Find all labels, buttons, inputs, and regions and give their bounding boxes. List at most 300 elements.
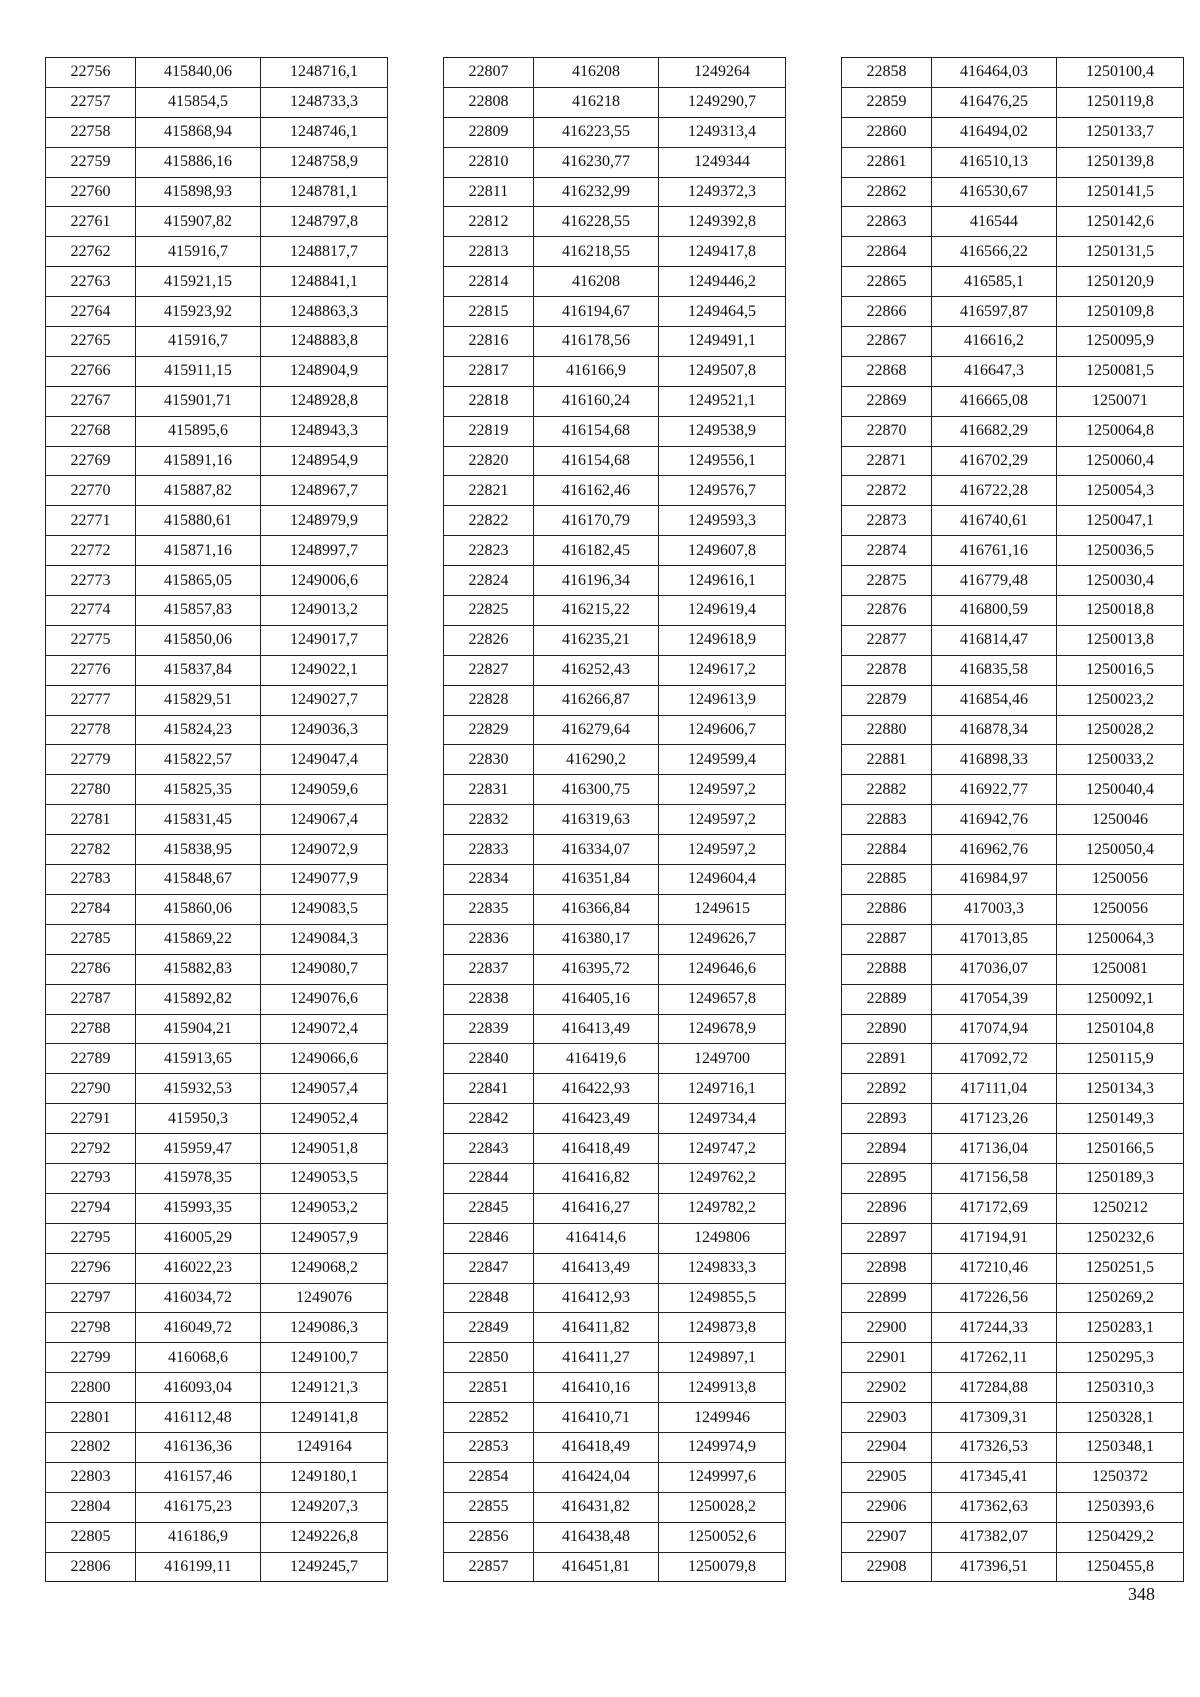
- x-coordinate-cell: 416566,22: [932, 237, 1057, 267]
- table-row: [46, 625, 388, 655]
- x-coordinate-cell: 415871,16: [136, 536, 261, 566]
- table-row: [46, 954, 388, 984]
- x-coordinate-cell: 416162,46: [534, 476, 659, 506]
- x-coordinate-cell: 416585,1: [932, 267, 1057, 297]
- x-coordinate-cell: 416366,84: [534, 894, 659, 924]
- point-number-cell: 22872: [842, 476, 932, 506]
- x-coordinate-cell: 416424,04: [534, 1462, 659, 1492]
- x-coordinate-cell: 416416,27: [534, 1193, 659, 1223]
- y-coordinate-cell: 1249086,3: [261, 1313, 388, 1343]
- point-number-cell: 22828: [444, 685, 534, 715]
- y-coordinate-cell: 1249100,7: [261, 1343, 388, 1373]
- table-row: [46, 1134, 388, 1164]
- table-row: [46, 117, 388, 147]
- y-coordinate-cell: 1248943,3: [261, 416, 388, 446]
- x-coordinate-cell: 416208: [534, 267, 659, 297]
- point-number-cell: 22802: [46, 1432, 136, 1462]
- y-coordinate-cell: 1250251,5: [1057, 1253, 1184, 1283]
- point-number-cell: 22878: [842, 655, 932, 685]
- y-coordinate-cell: 1249593,3: [659, 506, 786, 536]
- point-number-cell: 22813: [444, 237, 534, 267]
- y-coordinate-cell: 1249613,9: [659, 685, 786, 715]
- y-coordinate-cell: 1250036,5: [1057, 536, 1184, 566]
- y-coordinate-cell: 1250046: [1057, 805, 1184, 835]
- x-coordinate-cell: 416170,79: [534, 506, 659, 536]
- x-coordinate-cell: 417054,39: [932, 984, 1057, 1014]
- y-coordinate-cell: 1249264: [659, 58, 786, 88]
- x-coordinate-cell: 416411,27: [534, 1343, 659, 1373]
- table-row: [46, 1552, 388, 1582]
- table-row: [842, 685, 1184, 715]
- y-coordinate-cell: 1249619,4: [659, 596, 786, 626]
- table-row: [46, 835, 388, 865]
- table-row: [842, 655, 1184, 685]
- point-number-cell: 22825: [444, 596, 534, 626]
- point-number-cell: 22883: [842, 805, 932, 835]
- y-coordinate-cell: 1248979,9: [261, 506, 388, 536]
- table-row: [46, 356, 388, 386]
- y-coordinate-cell: 1249013,2: [261, 596, 388, 626]
- x-coordinate-cell: 416252,43: [534, 655, 659, 685]
- x-coordinate-cell: 415907,82: [136, 207, 261, 237]
- y-coordinate-cell: 1250295,3: [1057, 1343, 1184, 1373]
- x-coordinate-cell: 415887,82: [136, 476, 261, 506]
- y-coordinate-cell: 1249897,1: [659, 1343, 786, 1373]
- table-row: [46, 596, 388, 626]
- table-row: [444, 297, 786, 327]
- x-coordinate-cell: 417382,07: [932, 1522, 1057, 1552]
- table-row: [842, 1134, 1184, 1164]
- x-coordinate-cell: 417396,51: [932, 1552, 1057, 1582]
- x-coordinate-cell: 416160,24: [534, 386, 659, 416]
- y-coordinate-cell: 1249556,1: [659, 446, 786, 476]
- table-row: [46, 1522, 388, 1552]
- y-coordinate-cell: 1249521,1: [659, 386, 786, 416]
- point-number-cell: 22837: [444, 954, 534, 984]
- y-coordinate-cell: 1249053,5: [261, 1163, 388, 1193]
- y-coordinate-cell: 1249464,5: [659, 297, 786, 327]
- x-coordinate-cell: 415824,23: [136, 715, 261, 745]
- table-row: [842, 1522, 1184, 1552]
- y-coordinate-cell: 1248758,9: [261, 147, 388, 177]
- x-coordinate-cell: 416410,16: [534, 1373, 659, 1403]
- x-coordinate-cell: 415837,84: [136, 655, 261, 685]
- table-row: [444, 984, 786, 1014]
- point-number-cell: 22763: [46, 267, 136, 297]
- x-coordinate-cell: 415831,45: [136, 805, 261, 835]
- x-coordinate-cell: 415895,6: [136, 416, 261, 446]
- y-coordinate-cell: 1249597,2: [659, 775, 786, 805]
- table-row: [444, 1193, 786, 1223]
- table-row: [46, 865, 388, 895]
- point-number-cell: 22770: [46, 476, 136, 506]
- y-coordinate-cell: 1250028,2: [659, 1492, 786, 1522]
- table-row: [842, 984, 1184, 1014]
- table-row: [46, 207, 388, 237]
- point-number-cell: 22809: [444, 117, 534, 147]
- table-row: [46, 446, 388, 476]
- y-coordinate-cell: 1249027,7: [261, 685, 388, 715]
- point-number-cell: 22782: [46, 835, 136, 865]
- table-row: [444, 1522, 786, 1552]
- point-number-cell: 22814: [444, 267, 534, 297]
- table-row: [842, 775, 1184, 805]
- x-coordinate-cell: 415850,06: [136, 625, 261, 655]
- table-row: [444, 1432, 786, 1462]
- y-coordinate-cell: 1250429,2: [1057, 1522, 1184, 1552]
- x-coordinate-cell: 416300,75: [534, 775, 659, 805]
- point-number-cell: 22908: [842, 1552, 932, 1582]
- table-row: [842, 446, 1184, 476]
- y-coordinate-cell: 1249615: [659, 894, 786, 924]
- table-row: [444, 117, 786, 147]
- table-row: [46, 267, 388, 297]
- y-coordinate-cell: 1249053,2: [261, 1193, 388, 1223]
- x-coordinate-cell: 416878,34: [932, 715, 1057, 745]
- x-coordinate-cell: 415882,83: [136, 954, 261, 984]
- table-row: [46, 327, 388, 357]
- table-row: [46, 1283, 388, 1313]
- table-row: [444, 1104, 786, 1134]
- point-number-cell: 22876: [842, 596, 932, 626]
- x-coordinate-cell: 416178,56: [534, 327, 659, 357]
- x-coordinate-cell: 416761,16: [932, 536, 1057, 566]
- y-coordinate-cell: 1249072,4: [261, 1014, 388, 1044]
- y-coordinate-cell: 1249646,6: [659, 954, 786, 984]
- point-number-cell: 22801: [46, 1403, 136, 1433]
- table-row: [444, 58, 786, 88]
- x-coordinate-cell: 415901,71: [136, 386, 261, 416]
- point-number-cell: 22792: [46, 1134, 136, 1164]
- point-number-cell: 22793: [46, 1163, 136, 1193]
- point-number-cell: 22789: [46, 1044, 136, 1074]
- table-row: [842, 835, 1184, 865]
- table-row: [46, 1163, 388, 1193]
- y-coordinate-cell: 1248841,1: [261, 267, 388, 297]
- table-row: [444, 1223, 786, 1253]
- point-number-cell: 22832: [444, 805, 534, 835]
- y-coordinate-cell: 1249344: [659, 147, 786, 177]
- y-coordinate-cell: 1249076: [261, 1283, 388, 1313]
- table-row: [46, 894, 388, 924]
- y-coordinate-cell: 1250052,6: [659, 1522, 786, 1552]
- x-coordinate-cell: 415921,15: [136, 267, 261, 297]
- point-number-cell: 22760: [46, 177, 136, 207]
- table-row: [444, 1462, 786, 1492]
- table-row: [444, 1074, 786, 1104]
- x-coordinate-cell: 416814,47: [932, 625, 1057, 655]
- y-coordinate-cell: 1250134,3: [1057, 1074, 1184, 1104]
- y-coordinate-cell: 1250139,8: [1057, 147, 1184, 177]
- y-coordinate-cell: 1250100,4: [1057, 58, 1184, 88]
- x-coordinate-cell: 417309,31: [932, 1403, 1057, 1433]
- y-coordinate-cell: 1249059,6: [261, 775, 388, 805]
- point-number-cell: 22875: [842, 566, 932, 596]
- x-coordinate-cell: 415932,53: [136, 1074, 261, 1104]
- table-row: [842, 924, 1184, 954]
- point-number-cell: 22865: [842, 267, 932, 297]
- x-coordinate-cell: 417156,58: [932, 1163, 1057, 1193]
- table-row: [842, 805, 1184, 835]
- point-number-cell: 22757: [46, 87, 136, 117]
- x-coordinate-cell: 416136,36: [136, 1432, 261, 1462]
- x-coordinate-cell: 417326,53: [932, 1432, 1057, 1462]
- x-coordinate-cell: 416898,33: [932, 745, 1057, 775]
- x-coordinate-cell: 415916,7: [136, 237, 261, 267]
- table-row: [46, 237, 388, 267]
- point-number-cell: 22779: [46, 745, 136, 775]
- x-coordinate-cell: 416175,23: [136, 1492, 261, 1522]
- x-coordinate-cell: 416235,21: [534, 625, 659, 655]
- page-number: 348: [1128, 1584, 1155, 1604]
- x-coordinate-cell: 415829,51: [136, 685, 261, 715]
- table-row: [444, 1253, 786, 1283]
- table-row: [46, 1014, 388, 1044]
- y-coordinate-cell: 1248733,3: [261, 87, 388, 117]
- x-coordinate-cell: 416418,49: [534, 1432, 659, 1462]
- x-coordinate-cell: 415848,67: [136, 865, 261, 895]
- table-row: [444, 924, 786, 954]
- y-coordinate-cell: 1250212: [1057, 1193, 1184, 1223]
- table-row: [842, 147, 1184, 177]
- x-coordinate-cell: 415865,05: [136, 566, 261, 596]
- point-number-cell: 22786: [46, 954, 136, 984]
- point-number-cell: 22797: [46, 1283, 136, 1313]
- y-coordinate-cell: 1248954,9: [261, 446, 388, 476]
- x-coordinate-cell: 416413,49: [534, 1014, 659, 1044]
- x-coordinate-cell: 416266,87: [534, 685, 659, 715]
- table-row: [842, 506, 1184, 536]
- point-number-cell: 22767: [46, 386, 136, 416]
- point-number-cell: 22784: [46, 894, 136, 924]
- y-coordinate-cell: 1250189,3: [1057, 1163, 1184, 1193]
- y-coordinate-cell: 1250056: [1057, 894, 1184, 924]
- point-number-cell: 22835: [444, 894, 534, 924]
- table-row: [46, 1193, 388, 1223]
- table-row: [46, 147, 388, 177]
- y-coordinate-cell: 1249762,2: [659, 1163, 786, 1193]
- table-row: [842, 297, 1184, 327]
- x-coordinate-cell: 417013,85: [932, 924, 1057, 954]
- point-number-cell: 22880: [842, 715, 932, 745]
- y-coordinate-cell: 1250018,8: [1057, 596, 1184, 626]
- x-coordinate-cell: 417092,72: [932, 1044, 1057, 1074]
- y-coordinate-cell: 1248928,8: [261, 386, 388, 416]
- table-row: [46, 1313, 388, 1343]
- point-number-cell: 22830: [444, 745, 534, 775]
- y-coordinate-cell: 1250079,8: [659, 1552, 786, 1582]
- point-number-cell: 22858: [842, 58, 932, 88]
- point-number-cell: 22863: [842, 207, 932, 237]
- table-row: [842, 1403, 1184, 1433]
- table-row: [842, 865, 1184, 895]
- y-coordinate-cell: 1249372,3: [659, 177, 786, 207]
- y-coordinate-cell: 1250023,2: [1057, 685, 1184, 715]
- point-number-cell: 22805: [46, 1522, 136, 1552]
- table-row: [46, 58, 388, 88]
- x-coordinate-cell: 416544: [932, 207, 1057, 237]
- y-coordinate-cell: 1249734,4: [659, 1104, 786, 1134]
- point-number-cell: 22785: [46, 924, 136, 954]
- point-number-cell: 22768: [46, 416, 136, 446]
- table-row: [46, 685, 388, 715]
- table-row: [444, 1163, 786, 1193]
- y-coordinate-cell: 1249747,2: [659, 1134, 786, 1164]
- point-number-cell: 22885: [842, 865, 932, 895]
- x-coordinate-cell: 415923,92: [136, 297, 261, 327]
- y-coordinate-cell: 1250081: [1057, 954, 1184, 984]
- point-number-cell: 22821: [444, 476, 534, 506]
- table-row: [46, 1104, 388, 1134]
- x-coordinate-cell: 417123,26: [932, 1104, 1057, 1134]
- y-coordinate-cell: 1249076,6: [261, 984, 388, 1014]
- point-number-cell: 22900: [842, 1313, 932, 1343]
- table-row: [444, 476, 786, 506]
- y-coordinate-cell: 1250028,2: [1057, 715, 1184, 745]
- y-coordinate-cell: 1250033,2: [1057, 745, 1184, 775]
- table-row: [46, 416, 388, 446]
- table-row: [46, 1403, 388, 1433]
- y-coordinate-cell: 1250013,8: [1057, 625, 1184, 655]
- table-row: [46, 1253, 388, 1283]
- table-row: [842, 1193, 1184, 1223]
- table-row: [444, 536, 786, 566]
- y-coordinate-cell: 1249226,8: [261, 1522, 388, 1552]
- y-coordinate-cell: 1250081,5: [1057, 356, 1184, 386]
- y-coordinate-cell: 1250133,7: [1057, 117, 1184, 147]
- x-coordinate-cell: 416647,3: [932, 356, 1057, 386]
- point-number-cell: 22840: [444, 1044, 534, 1074]
- x-coordinate-cell: 416405,16: [534, 984, 659, 1014]
- x-coordinate-cell: 416279,64: [534, 715, 659, 745]
- x-coordinate-cell: 416068,6: [136, 1343, 261, 1373]
- y-coordinate-cell: 1250131,5: [1057, 237, 1184, 267]
- table-row: [46, 1492, 388, 1522]
- table-row: [46, 715, 388, 745]
- point-number-cell: 22774: [46, 596, 136, 626]
- point-number-cell: 22874: [842, 536, 932, 566]
- y-coordinate-cell: 1249538,9: [659, 416, 786, 446]
- y-coordinate-cell: 1249974,9: [659, 1432, 786, 1462]
- x-coordinate-cell: 416380,17: [534, 924, 659, 954]
- x-coordinate-cell: 415886,16: [136, 147, 261, 177]
- x-coordinate-cell: 415916,7: [136, 327, 261, 357]
- y-coordinate-cell: 1249507,8: [659, 356, 786, 386]
- x-coordinate-cell: 416835,58: [932, 655, 1057, 685]
- x-coordinate-cell: 416984,97: [932, 865, 1057, 895]
- x-coordinate-cell: 416682,29: [932, 416, 1057, 446]
- y-coordinate-cell: 1250455,8: [1057, 1552, 1184, 1582]
- point-number-cell: 22800: [46, 1373, 136, 1403]
- point-number-cell: 22879: [842, 685, 932, 715]
- y-coordinate-cell: 1250054,3: [1057, 476, 1184, 506]
- y-coordinate-cell: 1250064,3: [1057, 924, 1184, 954]
- point-number-cell: 22857: [444, 1552, 534, 1582]
- table-row: [444, 715, 786, 745]
- table-row: [444, 1134, 786, 1164]
- x-coordinate-cell: 416199,11: [136, 1552, 261, 1582]
- table-row: [842, 566, 1184, 596]
- x-coordinate-cell: 416597,87: [932, 297, 1057, 327]
- coordinate-table-right: [841, 57, 1184, 1582]
- x-coordinate-cell: 416431,82: [534, 1492, 659, 1522]
- table-row: [444, 1403, 786, 1433]
- y-coordinate-cell: 1249678,9: [659, 1014, 786, 1044]
- y-coordinate-cell: 1250393,6: [1057, 1492, 1184, 1522]
- y-coordinate-cell: 1249052,4: [261, 1104, 388, 1134]
- table-row: [842, 327, 1184, 357]
- x-coordinate-cell: 417172,69: [932, 1193, 1057, 1223]
- table-row: [46, 297, 388, 327]
- point-number-cell: 22780: [46, 775, 136, 805]
- table-row: [46, 386, 388, 416]
- y-coordinate-cell: 1249121,3: [261, 1373, 388, 1403]
- coordinate-table-left: [45, 57, 388, 1582]
- table-row: [842, 87, 1184, 117]
- y-coordinate-cell: 1249597,2: [659, 835, 786, 865]
- point-number-cell: 22812: [444, 207, 534, 237]
- table-row: [842, 745, 1184, 775]
- y-coordinate-cell: 1250283,1: [1057, 1313, 1184, 1343]
- table-row: [444, 805, 786, 835]
- y-coordinate-cell: 1250016,5: [1057, 655, 1184, 685]
- y-coordinate-cell: 1249313,4: [659, 117, 786, 147]
- x-coordinate-cell: 416510,13: [932, 147, 1057, 177]
- table-row: [842, 237, 1184, 267]
- point-number-cell: 22856: [444, 1522, 534, 1552]
- point-number-cell: 22772: [46, 536, 136, 566]
- table-row: [444, 267, 786, 297]
- table-row: [444, 386, 786, 416]
- y-coordinate-cell: 1249873,8: [659, 1313, 786, 1343]
- point-number-cell: 22898: [842, 1253, 932, 1283]
- y-coordinate-cell: 1248863,3: [261, 297, 388, 327]
- x-coordinate-cell: 415959,47: [136, 1134, 261, 1164]
- x-coordinate-cell: 417262,11: [932, 1343, 1057, 1373]
- y-coordinate-cell: 1250141,5: [1057, 177, 1184, 207]
- y-coordinate-cell: 1249576,7: [659, 476, 786, 506]
- x-coordinate-cell: 415978,35: [136, 1163, 261, 1193]
- y-coordinate-cell: 1250056: [1057, 865, 1184, 895]
- point-number-cell: 22756: [46, 58, 136, 88]
- y-coordinate-cell: 1249491,1: [659, 327, 786, 357]
- table-row: [444, 1283, 786, 1313]
- x-coordinate-cell: 415993,35: [136, 1193, 261, 1223]
- y-coordinate-cell: 1248797,8: [261, 207, 388, 237]
- point-number-cell: 22827: [444, 655, 534, 685]
- point-number-cell: 22816: [444, 327, 534, 357]
- y-coordinate-cell: 1250310,3: [1057, 1373, 1184, 1403]
- table-row: [444, 596, 786, 626]
- x-coordinate-cell: 416230,77: [534, 147, 659, 177]
- point-number-cell: 22823: [444, 536, 534, 566]
- point-number-cell: 22764: [46, 297, 136, 327]
- y-coordinate-cell: 1249290,7: [659, 87, 786, 117]
- y-coordinate-cell: 1248904,9: [261, 356, 388, 386]
- x-coordinate-cell: 417136,04: [932, 1134, 1057, 1164]
- x-coordinate-cell: 416665,08: [932, 386, 1057, 416]
- x-coordinate-cell: 417194,91: [932, 1223, 1057, 1253]
- x-coordinate-cell: 416410,71: [534, 1403, 659, 1433]
- y-coordinate-cell: 1249057,9: [261, 1223, 388, 1253]
- table-row: [842, 416, 1184, 446]
- y-coordinate-cell: 1249067,4: [261, 805, 388, 835]
- x-coordinate-cell: 416414,6: [534, 1223, 659, 1253]
- x-coordinate-cell: 415825,35: [136, 775, 261, 805]
- table-row: [444, 327, 786, 357]
- point-number-cell: 22817: [444, 356, 534, 386]
- point-number-cell: 22899: [842, 1283, 932, 1313]
